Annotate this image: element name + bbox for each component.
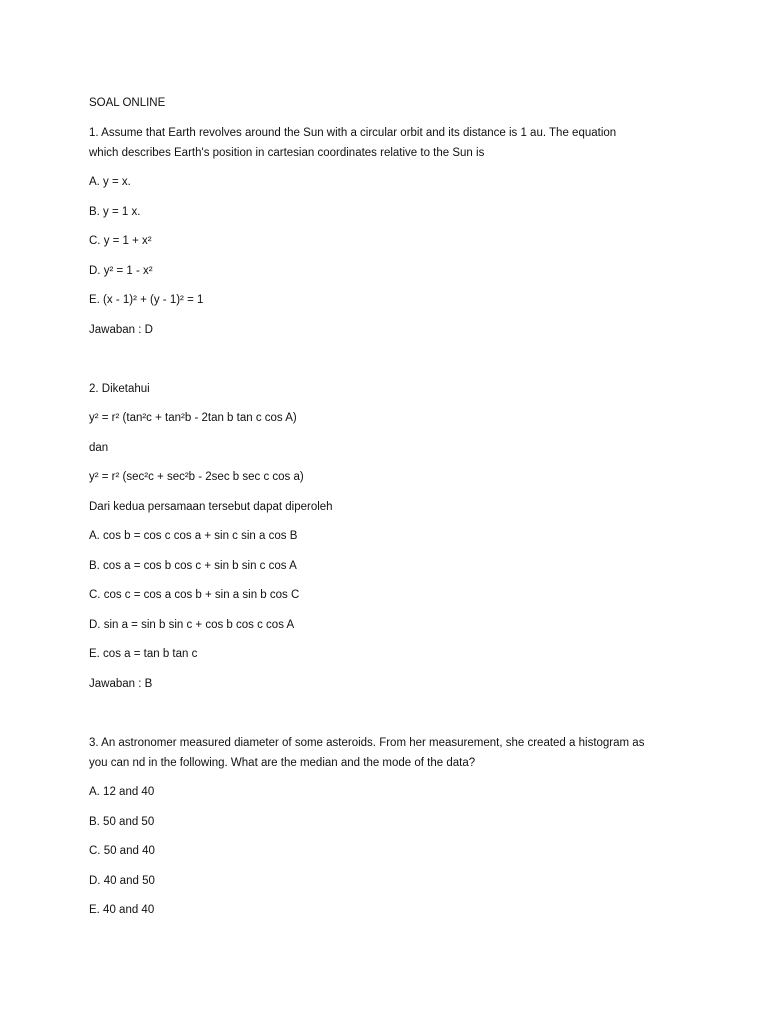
question-2-stem-line-3: dan — [89, 441, 109, 454]
question-2 — [89, 379, 689, 694]
question-1-option-d: D. y² = 1 - x² — [89, 264, 153, 277]
question-3-stem — [89, 733, 689, 773]
question-3-option-d: D. 40 and 50 — [89, 874, 155, 887]
question-3-stem-line-2: you can nd in the following. What are the median and the mode of the data? — [89, 756, 476, 769]
question-1-stem — [89, 123, 689, 163]
question-1-stem-line-2: which describes Earth's position in cartesian coordinates relative to the Sun is — [89, 146, 485, 159]
question-1-option-b: B. y = 1 x. — [89, 205, 141, 218]
question-3 — [89, 733, 689, 921]
question-1-option-c: C. y = 1 + x² — [89, 235, 152, 247]
question-2-option-e: E. cos a = tan b tan c — [89, 648, 198, 660]
question-2-option-c: C. cos c = cos a cos b + sin a sin b cos C — [89, 589, 300, 601]
question-1-stem-line-1: 1. Assume that Earth revolves around the Sun with a circular orbit and its distance is 1 au. The equation — [89, 126, 617, 139]
document-content — [89, 93, 689, 959]
question-3-option-e: E. 40 and 40 — [89, 904, 155, 916]
question-2-option-b: B. cos a = cos b cos c + sin b sin c cos A — [89, 559, 297, 572]
question-2-option-a: A. cos b = cos c cos a + sin c sin a cos B — [89, 530, 298, 542]
question-1 — [89, 123, 689, 340]
question-2-equation-2: y² = r² (sec²c + sec²b - 2sec b sec c cos a) — [89, 471, 304, 483]
question-1-answer: Jawaban : D — [89, 323, 153, 336]
question-1-option-e: E. (x - 1)² + (y - 1)² = 1 — [89, 294, 204, 306]
question-3-stem-line-1: 3. An astronomer measured diameter of some asteroids. From her measurement, she created a histogram as — [89, 736, 645, 749]
question-3-option-c: C. 50 and 40 — [89, 845, 155, 857]
question-2-answer: Jawaban : B — [89, 677, 153, 690]
question-2-equation-1: y² = r² (tan²c + tan²b - 2tan b tan c cos A) — [89, 412, 297, 424]
question-1-option-a: A. y = x. — [89, 176, 131, 188]
question-2-stem-line-5: Dari kedua persamaan tersebut dapat diperoleh — [89, 500, 333, 513]
question-2-option-d: D. sin a = sin b sin c + cos b cos c cos A — [89, 618, 295, 631]
question-3-option-a: A. 12 and 40 — [89, 786, 155, 798]
question-3-option-b: B. 50 and 50 — [89, 815, 155, 828]
question-2-stem-line-1: 2. Diketahui — [89, 382, 150, 395]
document-title: SOAL ONLINE — [89, 97, 166, 109]
